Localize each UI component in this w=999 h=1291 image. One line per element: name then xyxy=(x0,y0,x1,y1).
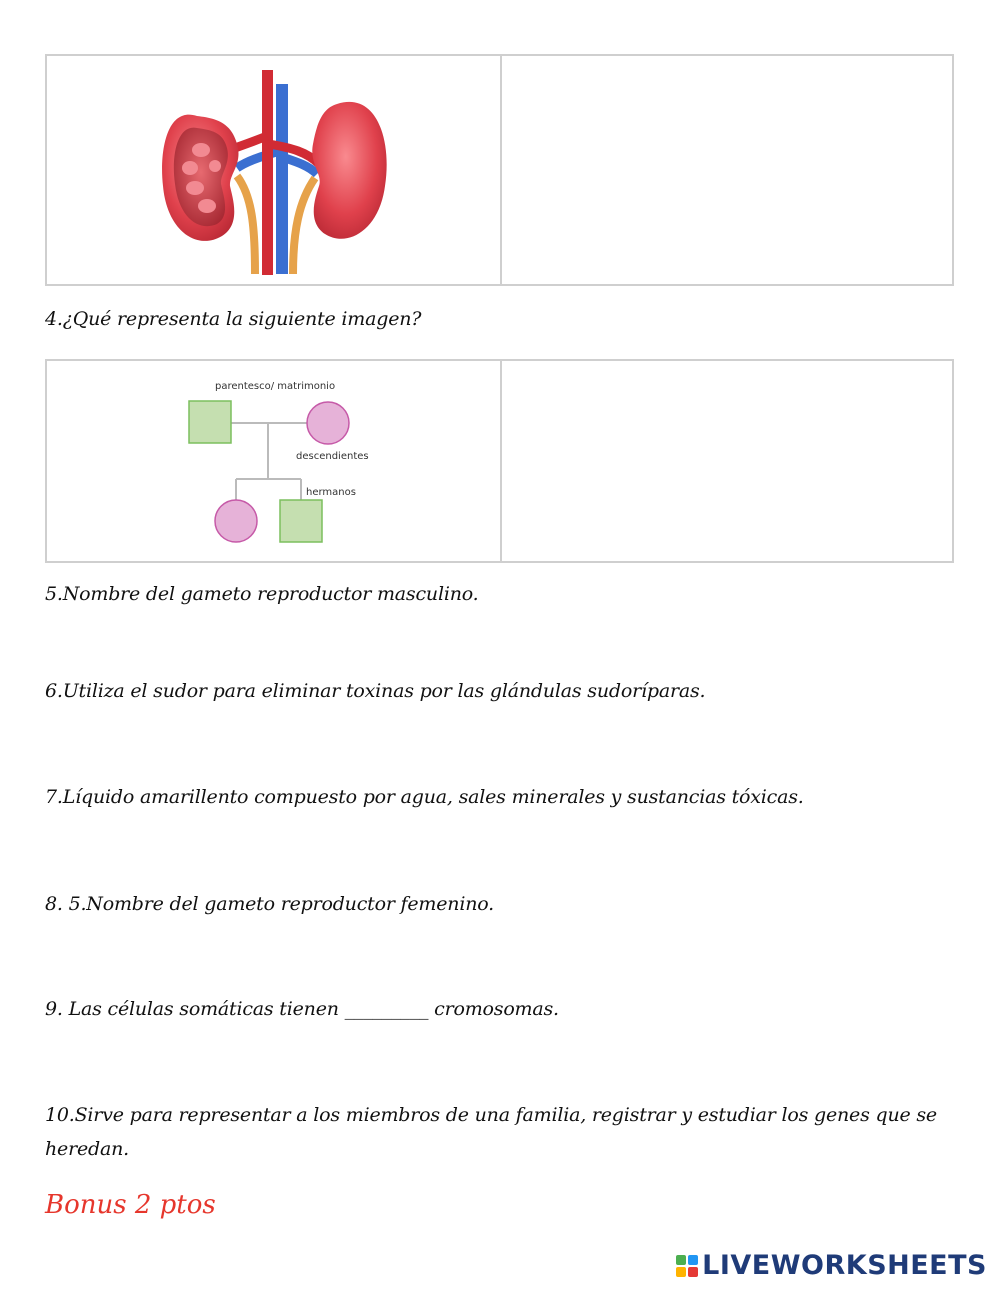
image-answer-box-1 xyxy=(45,54,954,286)
kidneys-illustration xyxy=(47,56,500,284)
question-10: 10.Sirve para representar a los miembros de una familia, registrar y estudiar los genes que se heredan. xyxy=(45,1104,937,1160)
logo-mark-icon xyxy=(676,1255,698,1277)
bonus-label: Bonus 2 ptos xyxy=(45,1190,216,1220)
pedigree-diagram xyxy=(47,361,500,561)
label-siblings: hermanos xyxy=(306,487,356,498)
question-5: 5.Nombre del gameto reproductor masculino. xyxy=(45,583,479,605)
male-child-square xyxy=(280,500,322,542)
question-8: 8. 5.Nombre del gameto reproductor femenino. xyxy=(45,893,494,915)
female-child-circle xyxy=(215,500,257,542)
answer-field-2[interactable] xyxy=(500,361,952,561)
question-4: 4.¿Qué representa la siguiente imagen? xyxy=(45,308,422,330)
brand-name: LIVEWORKSHEETS xyxy=(702,1250,987,1281)
answer-field-1[interactable] xyxy=(500,56,952,284)
question-7: 7.Líquido amarillento compuesto por agua, sales minerales y sustancias tóxicas. xyxy=(45,786,804,808)
pedigree-diagram-cell xyxy=(47,361,500,561)
label-descendants: descendientes xyxy=(296,451,369,462)
male-parent-square xyxy=(189,401,231,443)
kidney-image-cell xyxy=(47,56,500,284)
question-6: 6.Utiliza el sudor para eliminar toxinas por las glándulas sudoríparas. xyxy=(45,680,706,702)
question-9: 9. Las células somáticas tienen _________ cromosomas. xyxy=(45,998,559,1020)
female-parent-circle xyxy=(307,402,349,444)
image-answer-box-2 xyxy=(45,359,954,563)
label-parents: parentesco/ matrimonio xyxy=(215,381,336,392)
liveworksheets-logo xyxy=(676,1250,987,1281)
